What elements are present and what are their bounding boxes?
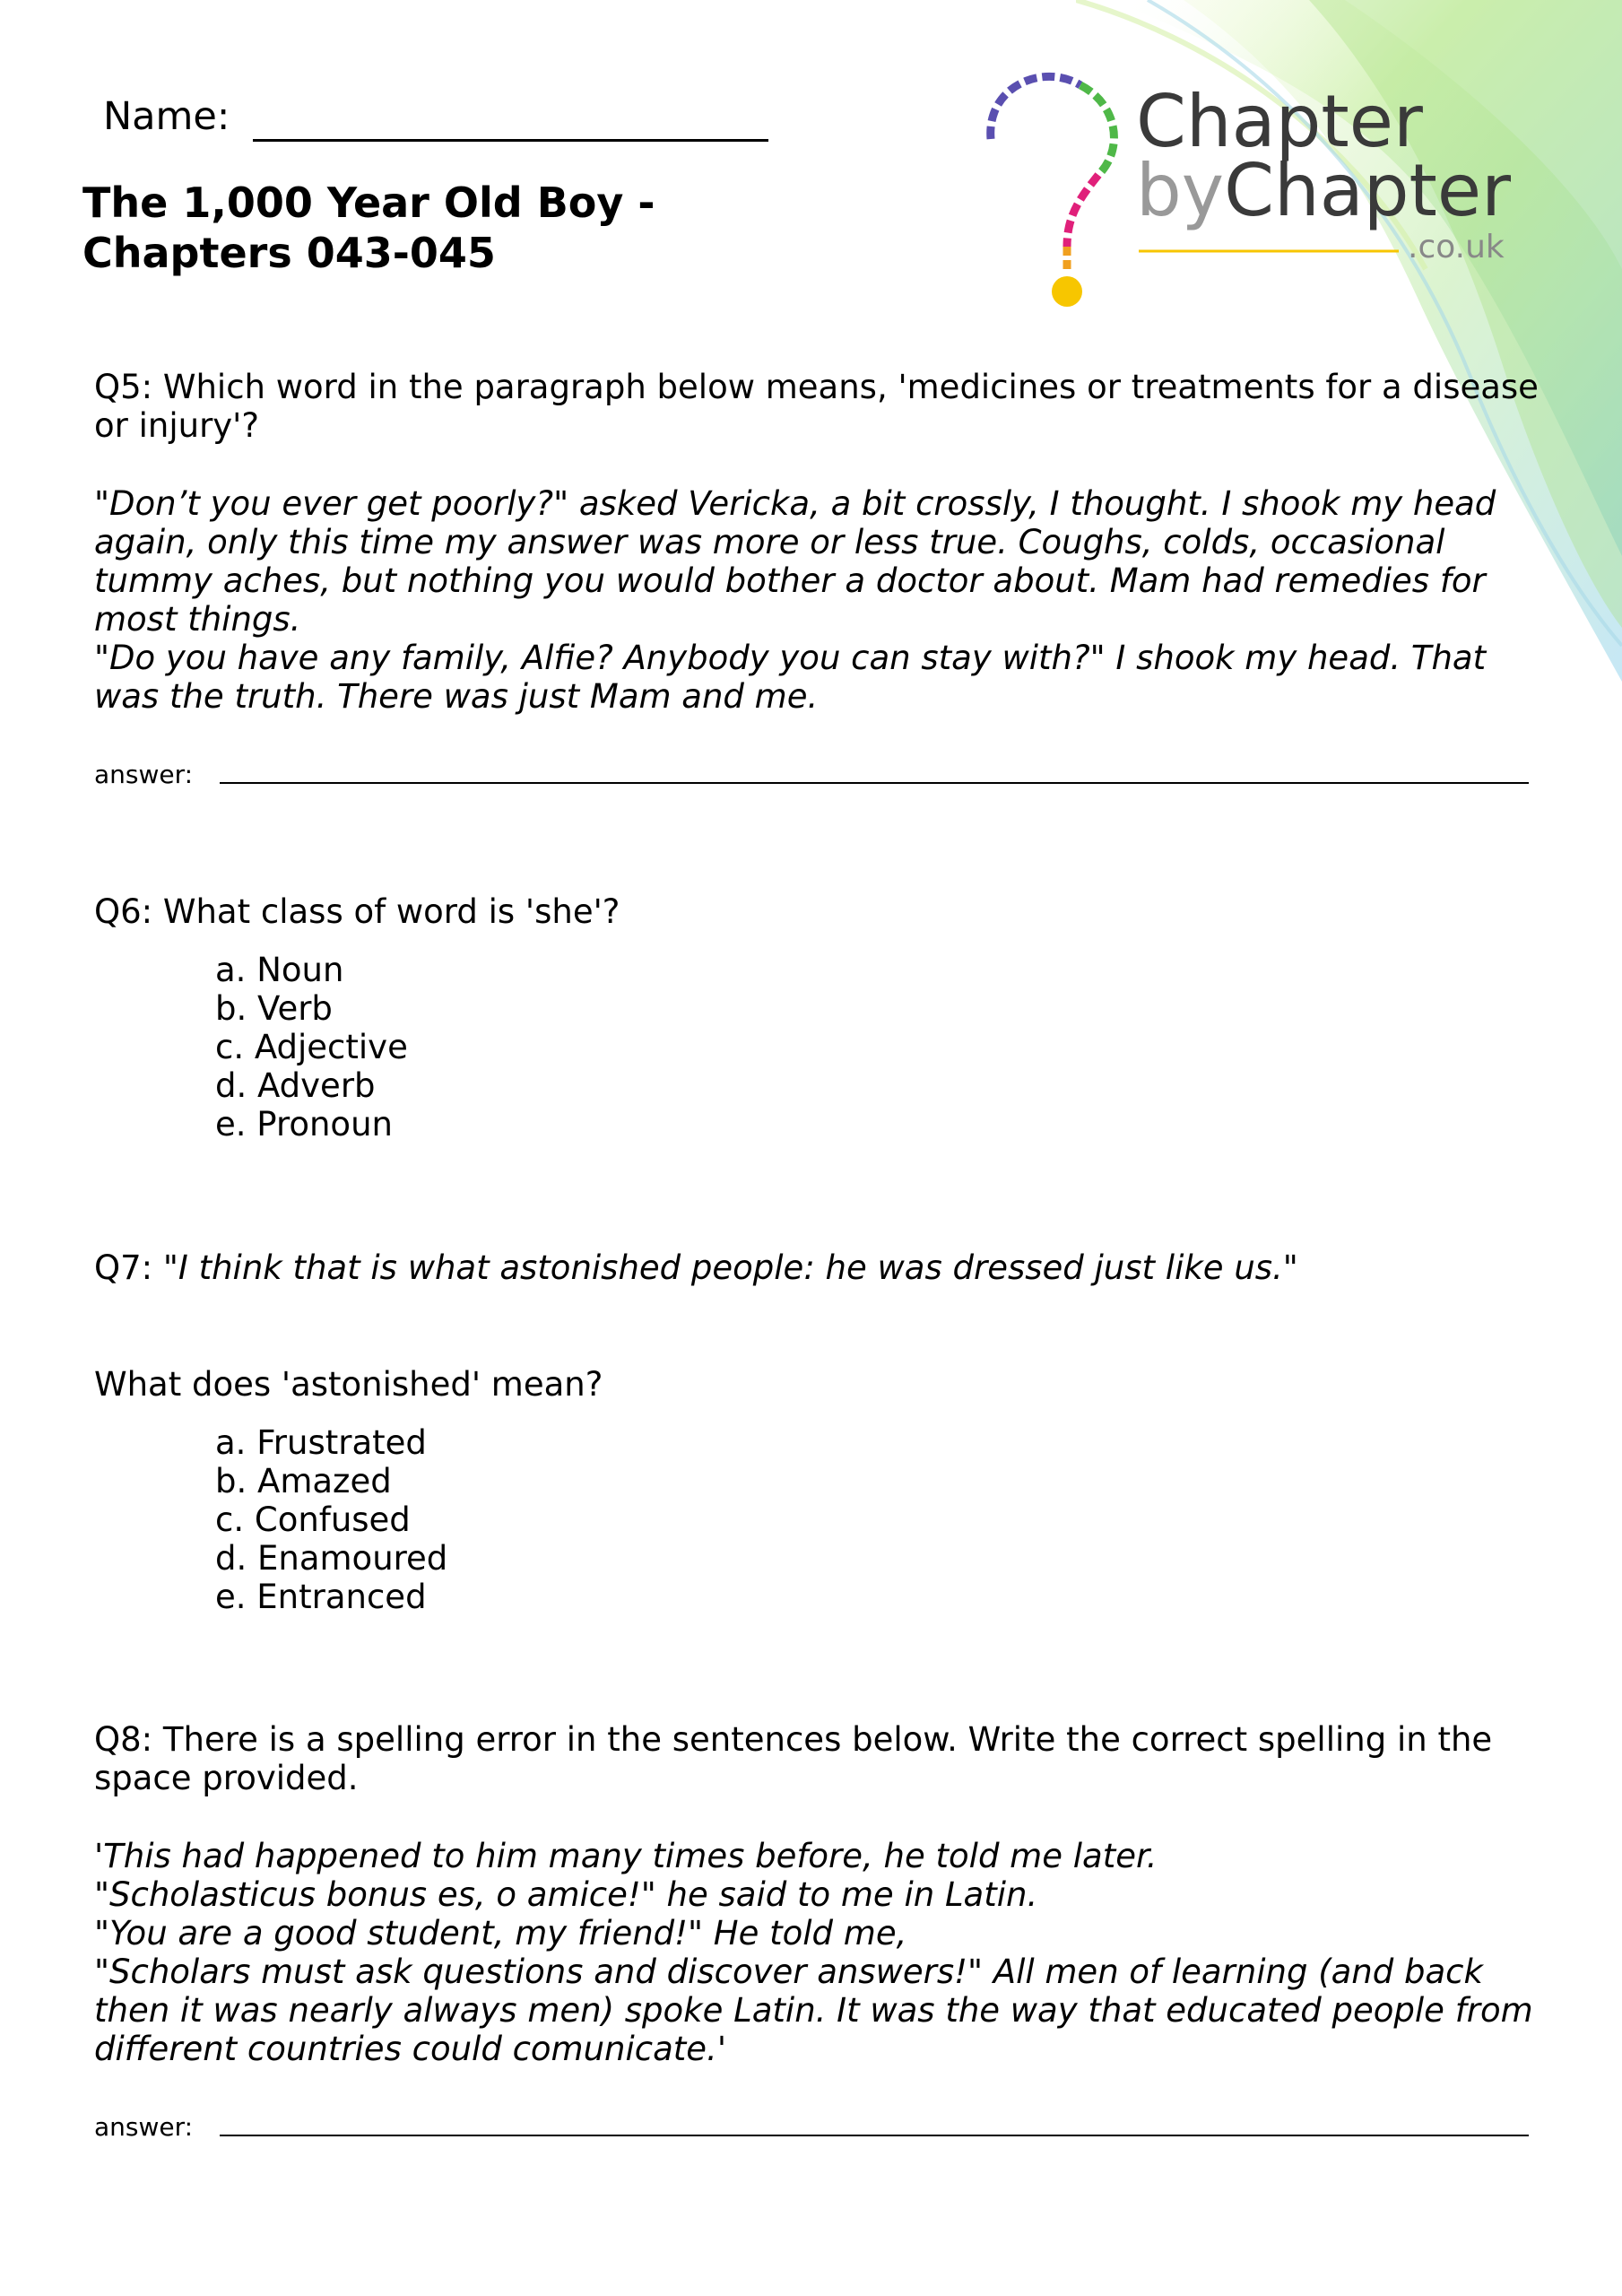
option-item: e. Pronoun [215,1105,393,1144]
passage-line: then it was nearly always men) spoke Latin. It was the way that educated people from [94,1991,1533,2030]
q6-options [215,951,408,1144]
name-field-line[interactable] [253,139,768,142]
passage-line: most things. [94,600,301,639]
q8-answer-label: answer: [94,2112,194,2142]
q8-answer-line[interactable] [220,2135,1529,2136]
title-line-1: The 1,000 Year Old Boy - [82,178,655,227]
logo-word-chapter-2: Chapter [1224,149,1511,232]
q7-quote-line [94,1248,1298,1287]
q7-quote: "I think that is what astonished people: he was dressed just like us." [162,1248,1298,1287]
option-item: b. Amazed [215,1462,392,1500]
q5-answer-line[interactable] [220,782,1529,784]
option-item: e. Entranced [215,1578,427,1616]
question-mark-books-icon [991,76,1115,307]
passage-line: tummy aches, but nothing you would bother a doctor about. Mam had remedies for [94,561,1486,600]
passage-line: "Scholars must ask questions and discover answers!" All men of learning (and back [94,1952,1483,1991]
q5-answer-label: answer: [94,760,194,789]
q7-options [215,1423,447,1616]
worksheet-title [82,178,655,278]
option-item: a. Frustrated [215,1423,427,1462]
q5-passage [94,484,1574,716]
option-item: c. Confused [215,1500,411,1539]
logo-word-by: by [1136,149,1225,232]
option-item: d. Adverb [215,1066,376,1105]
passage-line: "Do you have any family, Alfie? Anybody you can stay with?" I shook my head. That [94,639,1487,677]
logo-word-chapter: Chapter [1136,80,1423,163]
q7-prefix: Q7: [94,1248,153,1287]
option-item: c. Adjective [215,1028,408,1066]
option-item: d. Enamoured [215,1539,448,1578]
passage-line: "Scholasticus bonus es, o amice!" he said to me in Latin. [94,1875,1038,1914]
logo-domain: .co.uk [1408,229,1505,265]
passage-line: was the truth. There was just Mam and me. [94,677,819,716]
q7-question: What does 'astonished' mean? [94,1365,603,1404]
name-label: Name: [103,94,230,139]
option-item: a. Noun [215,951,344,989]
passage-line: "Don’t you ever get poorly?" asked Vericka, a bit crossly, I thought. I shook my head [94,484,1496,523]
chapter-by-chapter-logo [964,49,1547,318]
q6-question: Q6: What class of word is 'she'? [94,892,620,931]
q8-passage [94,1837,1574,2068]
q5-question: Q5: Which word in the paragraph below means, 'medicines or treatments for a disease or injury'? [94,368,1539,445]
passage-line: "You are a good student, my friend!" He told me, [94,1914,907,1952]
passage-line: 'This had happened to him many times before, he told me later. [94,1837,1158,1875]
passage-line: different countries could comunicate.' [94,2030,726,2068]
option-item: b. Verb [215,989,333,1028]
title-line-2: Chapters 043-045 [82,229,496,277]
q8-question: Q8: There is a spelling error in the sentences below. Write the correct spelling in the space provided. [94,1720,1493,1797]
svg-text:byChapter [1136,149,1511,232]
passage-line: again, only this time my answer was more or less true. Coughs, colds, occasional [94,523,1445,561]
